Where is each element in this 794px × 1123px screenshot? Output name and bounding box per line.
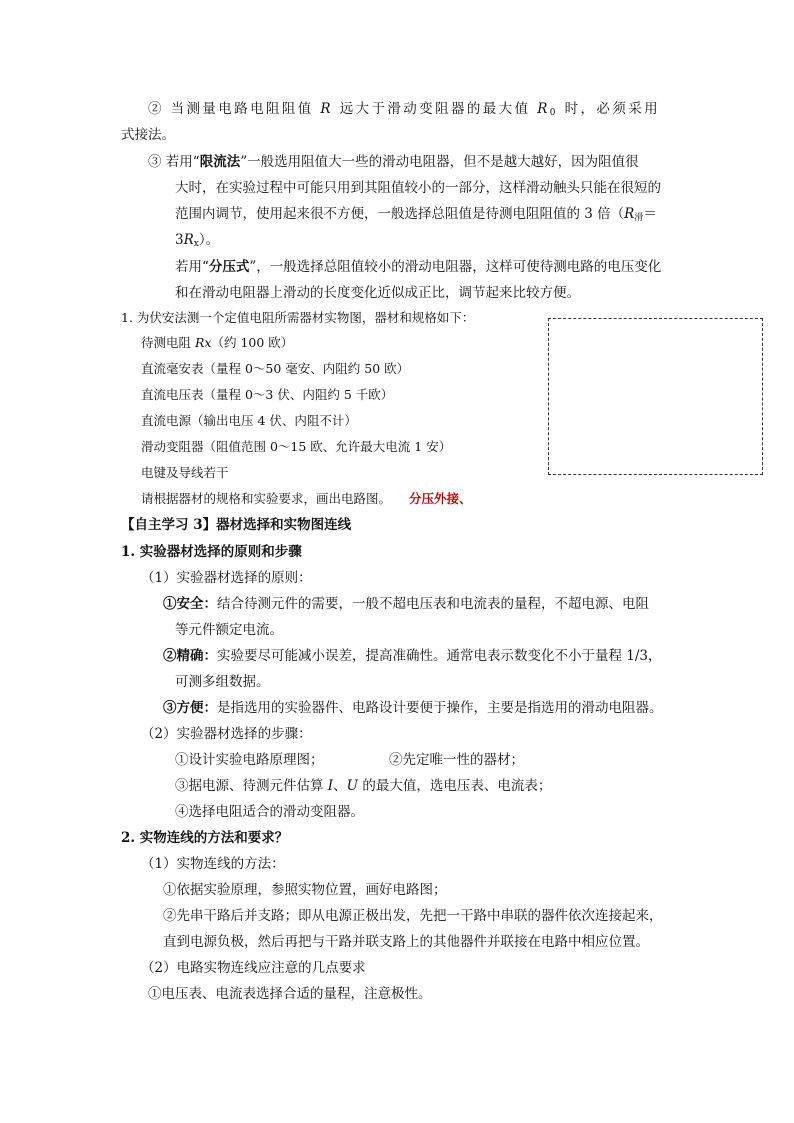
rule1-line1: [163, 595, 649, 613]
requirement1: [148, 985, 432, 1003]
text: ②先定唯一性的器材；: [389, 752, 524, 768]
text: 大时，在实验过程中可能只用到其阻值较小的一部分，这样滑动触头只能在很短的: [175, 180, 661, 196]
var-Rx: Rx: [195, 335, 212, 350]
para3-line5: [175, 258, 661, 276]
section3-heading: [121, 516, 351, 534]
para3-line6: [175, 284, 580, 302]
rule-label: ③方便：: [163, 700, 217, 716]
text: （2）电路实物连线应注意的几点要求: [141, 960, 366, 976]
text: 2. 实物连线的方法和要求？: [121, 830, 289, 846]
step1: [175, 751, 324, 769]
text: ③据电源、待测元件估算: [175, 778, 324, 794]
circuit-drawing-box: [548, 318, 763, 475]
bold-term: 分压式: [208, 259, 250, 275]
text: 可测多组数据。: [175, 674, 270, 690]
para2-line1: [148, 100, 660, 122]
rule-label: ①安全：: [163, 596, 217, 612]
text: 和在滑动电阻器上滑动的长度变化近似成正比，调节起来比较方便。: [175, 285, 580, 301]
text: ＝: [643, 206, 657, 222]
q1-title: [121, 309, 474, 327]
sub-0: 0: [549, 108, 558, 118]
requirements-title: [141, 959, 366, 977]
text: 1. 实验器材选择的原则和步骤: [121, 544, 302, 560]
text: 、: [333, 778, 347, 794]
q1-ask: [141, 490, 472, 508]
para3-line2: [175, 179, 661, 197]
text: ②先串干路后并支路；即从电源正极出发，先把一干路中串联的器件依次连接起来，: [163, 908, 663, 924]
text: 直流电压表（量程 0～3 伏、内阻约 5 千欧）: [141, 387, 394, 402]
q1-item2: [141, 360, 409, 378]
text: （1）实验器材选择的原则：: [141, 570, 312, 586]
text: （约 100 欧）: [211, 335, 294, 350]
text: ①设计实验电路原理图；: [175, 752, 324, 768]
q1-item4: [141, 412, 357, 430]
steps-title: [141, 725, 312, 743]
text: ④选择电阻适合的滑动变阻器。: [175, 804, 364, 820]
text: 是指选用的实验器件、电路设计要便于操作，主要是指选用的滑动电阻器。: [217, 700, 663, 716]
text: ）。: [198, 232, 220, 248]
text: ”，一般选择总阻值较小的滑动电阻器，这样可使待测电路的电压变化: [249, 259, 662, 275]
rule2-line1: [163, 647, 662, 665]
text: 直流电源（输出电压 4 伏、内阻不计）: [141, 413, 357, 428]
para2-line2: [121, 126, 175, 144]
text: 式接法。: [121, 127, 175, 143]
methods-title: [141, 855, 285, 873]
text: 滑动变阻器（阻值范围 0～15 欧、允许最大电流 1 安）: [141, 439, 452, 454]
text: 结合待测元件的需要，一般不超电压表和电流表的量程，不超电源、电阻: [217, 596, 649, 612]
rule1-line2: [175, 621, 283, 639]
text: 【自主学习 3】器材选择和实物图连线: [121, 517, 352, 533]
text: 等元件额定电流。: [175, 622, 283, 638]
rule-label: ②精确：: [163, 648, 217, 664]
var-R: R: [624, 206, 635, 222]
var-U: U: [346, 778, 359, 794]
para3-line4: [175, 231, 219, 253]
text: （2）实验器材选择的步骤：: [141, 726, 312, 742]
answer-text: 分压外接、: [409, 491, 472, 506]
q1-item6: [141, 464, 229, 482]
method2-line2: [163, 933, 649, 951]
method1: [163, 881, 447, 899]
text: 时，必须采用: [564, 101, 661, 117]
sub: x: [193, 239, 199, 249]
step2: [389, 751, 524, 769]
var-R0: R: [537, 101, 550, 117]
para3-line1: [148, 153, 639, 171]
text: （1）实物连线的方法：: [141, 856, 285, 872]
text: 待测电阻: [141, 335, 192, 350]
section3-h2: [121, 829, 288, 847]
text: 实验要尽可能减小误差，提高准确性。通常电表示数变化不小于量程 1/3，: [217, 648, 662, 664]
var-I: I: [327, 778, 334, 794]
text: 直流毫安表（量程 0～50 毫安、内阻约 50 欧）: [141, 361, 410, 376]
q1-item1: [141, 334, 293, 352]
var-R: R: [183, 232, 194, 248]
bold-term: 限流法: [199, 154, 241, 170]
q1-item5: [141, 438, 451, 456]
text: 若用“: [175, 259, 209, 275]
var-R: R: [320, 101, 333, 117]
section3-h1: [121, 543, 302, 561]
text: 3: [175, 232, 184, 248]
sub: 滑: [634, 213, 644, 223]
text: 范围内调节，使用起来很不方便，一般选择总阻值是待测电阻阻值的 3 倍（: [175, 206, 625, 222]
text: 的最大值，选电压表、电流表；: [362, 778, 552, 794]
text: 1. 为伏安法测一个定值电阻所需器材实物图，器材和规格如下：: [121, 310, 475, 325]
text: 电键及导线若干: [141, 465, 229, 480]
text: 远大于滑动变阻器的最大值: [339, 101, 531, 117]
q1-item3: [141, 386, 393, 404]
principles-title: [141, 569, 312, 587]
rule3-line1: [163, 699, 663, 717]
step4: [175, 803, 364, 821]
text: ①依据实验原理，参照实物位置，画好电路图；: [163, 882, 447, 898]
text: ①电压表、电流表选择合适的量程，注意极性。: [148, 986, 432, 1002]
para3-line3: [175, 205, 657, 227]
method2-line1: [163, 907, 663, 925]
text: ③ 若用“: [148, 154, 200, 170]
text: ② 当测量电路电阻阻值: [148, 101, 314, 117]
text: 请根据器材的规格和实验要求，画出电路图。: [141, 491, 392, 506]
rule2-line2: [175, 673, 270, 691]
text: ”一般选用阻值大一些的滑动电阻器，但不是越大越好，因为阻值很: [240, 154, 639, 170]
text: 直到电源负极，然后再把与干路并联支路上的其他器件并联接在电路中相应位置。: [163, 934, 649, 950]
step3: [175, 777, 551, 795]
